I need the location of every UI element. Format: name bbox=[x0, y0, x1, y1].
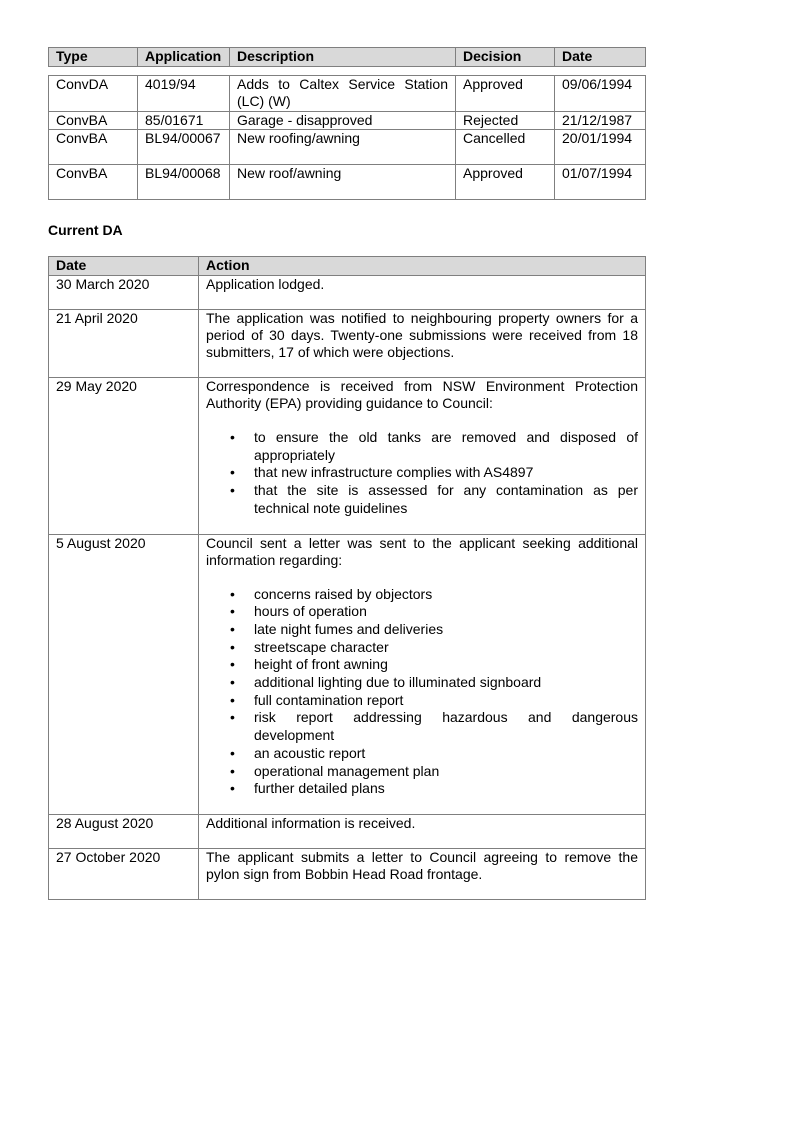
cell-description: New roofing/awning bbox=[230, 130, 456, 165]
cell-type: ConvBA bbox=[49, 112, 138, 130]
cell-application: 4019/94 bbox=[138, 76, 230, 112]
cell-decision: Rejected bbox=[456, 112, 555, 130]
current-da-table bbox=[48, 256, 646, 900]
header-description: Description bbox=[230, 48, 456, 67]
cell-application: BL94/00067 bbox=[138, 130, 230, 165]
table-row bbox=[49, 276, 646, 310]
cell-application: BL94/00068 bbox=[138, 165, 230, 200]
cell-date: 28 August 2020 bbox=[49, 814, 199, 848]
list-item: • an acoustic report bbox=[206, 745, 638, 763]
cell-date: 20/01/1994 bbox=[555, 130, 646, 165]
cell-type: ConvBA bbox=[49, 130, 138, 165]
list-item: • operational management plan bbox=[206, 763, 638, 781]
list-item: • late night fumes and deliveries bbox=[206, 621, 638, 639]
header-type: Type bbox=[49, 48, 138, 67]
list-item: • additional lighting due to illuminated signboard bbox=[206, 674, 638, 692]
table-row bbox=[49, 378, 646, 535]
cell-action: The applicant submits a letter to Council agreeing to remove the pylon sign from Bobbin Head Road frontage. bbox=[199, 848, 646, 899]
list-item: • that the site is assessed for any contamination as per technical note guidelines bbox=[206, 482, 638, 517]
action-text: Correspondence is received from NSW Environment Protection Authority (EPA) providing guidance to Council: bbox=[206, 378, 638, 411]
history-header-row bbox=[49, 48, 646, 67]
cell-decision: Approved bbox=[456, 76, 555, 112]
cell-description: Garage - disapproved bbox=[230, 112, 456, 130]
table-row bbox=[49, 848, 646, 899]
cell-action bbox=[199, 534, 646, 814]
cell-action: Application lodged. bbox=[199, 276, 646, 310]
cell-application: 85/01671 bbox=[138, 112, 230, 130]
header-application: Application bbox=[138, 48, 230, 67]
cell-action: Additional information is received. bbox=[199, 814, 646, 848]
header-decision: Decision bbox=[456, 48, 555, 67]
cell-date: 21/12/1987 bbox=[555, 112, 646, 130]
cell-date: 01/07/1994 bbox=[555, 165, 646, 200]
cell-date: 29 May 2020 bbox=[49, 378, 199, 535]
cell-description: Adds to Caltex Service Station (LC) (W) bbox=[230, 76, 456, 112]
cell-type: ConvDA bbox=[49, 76, 138, 112]
cell-type: ConvBA bbox=[49, 165, 138, 200]
list-item: • to ensure the old tanks are removed and disposed of appropriately bbox=[206, 429, 638, 464]
header-date: Date bbox=[555, 48, 646, 67]
cell-decision: Cancelled bbox=[456, 130, 555, 165]
cell-description: New roof/awning bbox=[230, 165, 456, 200]
cell-date: 09/06/1994 bbox=[555, 76, 646, 112]
header-date: Date bbox=[49, 257, 199, 276]
table-row bbox=[49, 310, 646, 378]
cell-decision: Approved bbox=[456, 165, 555, 200]
cell-action bbox=[199, 378, 646, 535]
table-row bbox=[49, 165, 646, 200]
list-item: • full contamination report bbox=[206, 692, 638, 710]
section-title: Current DA bbox=[48, 222, 123, 238]
list-item: • streetscape character bbox=[206, 639, 638, 657]
list-item: • further detailed plans bbox=[206, 780, 638, 798]
table-row bbox=[49, 76, 646, 112]
table-row bbox=[49, 112, 646, 130]
action-header-row bbox=[49, 257, 646, 276]
cell-action: The application was notified to neighbouring property owners for a period of 30 days. Twenty-one submissions were received from 18 submitters, 17 of which were objections. bbox=[199, 310, 646, 378]
table-row bbox=[49, 534, 646, 814]
table-gap bbox=[49, 67, 646, 76]
bullet-list bbox=[206, 429, 638, 518]
history-table bbox=[48, 47, 646, 200]
action-text: Council sent a letter was sent to the applicant seeking additional information regarding: bbox=[206, 534, 638, 568]
cell-date: 30 March 2020 bbox=[49, 276, 199, 310]
cell-date: 21 April 2020 bbox=[49, 310, 199, 378]
cell-date: 5 August 2020 bbox=[49, 534, 199, 814]
list-item: • that new infrastructure complies with AS4897 bbox=[206, 464, 638, 482]
list-item: • hours of operation bbox=[206, 603, 638, 621]
table-row bbox=[49, 130, 646, 165]
list-item: • height of front awning bbox=[206, 656, 638, 674]
header-action: Action bbox=[199, 257, 646, 276]
list-item: • risk report addressing hazardous and dangerous development bbox=[206, 709, 638, 744]
bullet-list bbox=[206, 586, 638, 798]
table-row bbox=[49, 814, 646, 848]
list-item: • concerns raised by objectors bbox=[206, 586, 638, 604]
cell-date: 27 October 2020 bbox=[49, 848, 199, 899]
